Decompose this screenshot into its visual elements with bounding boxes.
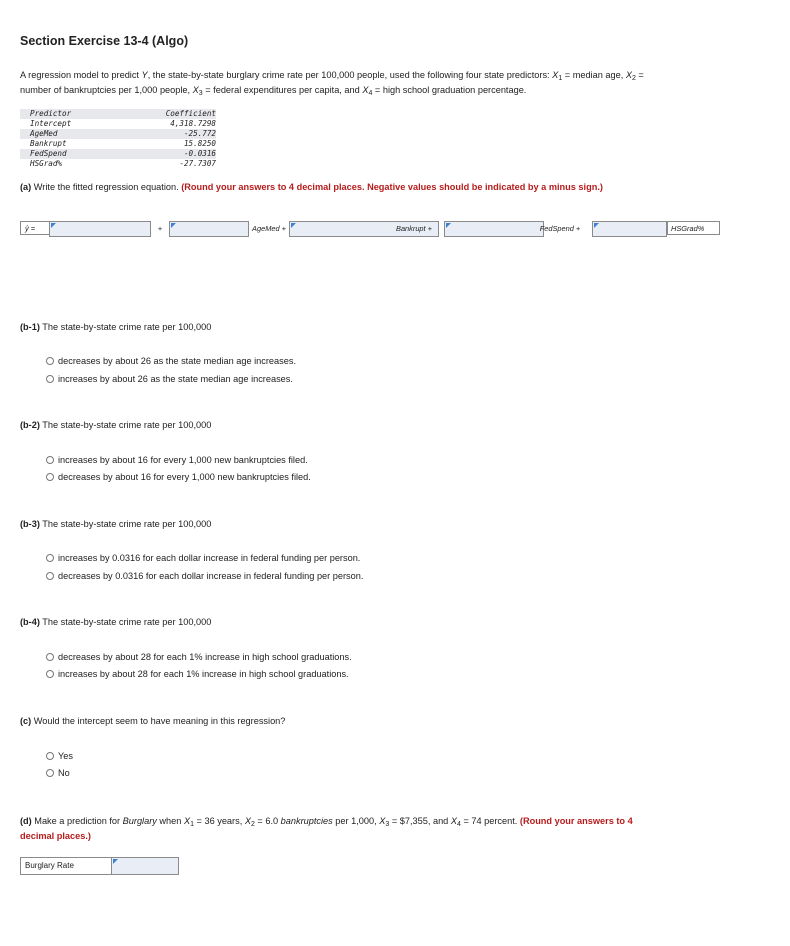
yhat-label: ŷ = xyxy=(20,221,50,235)
table-cell: -25.772 xyxy=(138,129,216,139)
hsgrad-label: HSGrad% xyxy=(667,221,720,235)
column-header: Predictor xyxy=(20,109,138,119)
plus-label: + xyxy=(157,224,163,233)
fedspend-label: FedSpend + xyxy=(539,224,581,233)
b3-option-1[interactable]: increases by 0.0316 for each dollar increase in federal funding per person. xyxy=(46,553,360,563)
part-c-question: (c) Would the intercept seem to have meaning in this regression? xyxy=(20,716,286,726)
table-row xyxy=(20,139,216,149)
b4-option-1[interactable]: decreases by about 28 for each 1% increase in high school graduations. xyxy=(46,652,352,662)
table-cell: -27.7307 xyxy=(179,159,216,168)
bankrupt-label: Bankrupt + xyxy=(396,224,432,233)
part-b1-question: (b-1) The state-by-state crime rate per 100,000 xyxy=(20,322,212,332)
table-cell: FedSpend xyxy=(20,149,138,159)
table-header-row xyxy=(20,109,216,119)
hsgrad-coef-input[interactable] xyxy=(592,221,667,237)
table-cell: Intercept xyxy=(30,119,72,128)
burglary-rate-input[interactable] xyxy=(111,857,179,875)
table-cell: 15.8250 xyxy=(183,139,216,148)
b4-option-2[interactable]: increases by about 28 for each 1% increase in high school graduations. xyxy=(46,669,349,679)
agemed-label: AgeMed + xyxy=(252,224,286,233)
equation-row xyxy=(20,221,720,237)
table-row xyxy=(20,149,216,159)
table-row xyxy=(20,129,216,139)
part-a-question: (a) Write the fitted regression equation. (Round your answers to 4 decimal places. Negative values should be indicated by a minus sign.) xyxy=(20,182,603,192)
c-option-no[interactable]: No xyxy=(46,768,70,778)
column-header: Coefficient xyxy=(138,109,216,119)
page-title: Section Exercise 13-4 (Algo) xyxy=(20,34,189,48)
c-option-yes[interactable]: Yes xyxy=(46,751,73,761)
radio-button[interactable] xyxy=(46,769,54,777)
table-row xyxy=(20,119,216,129)
b1-option-1[interactable]: decreases by about 26 as the state median age increases. xyxy=(46,356,296,366)
table-cell: AgeMed xyxy=(20,129,138,139)
radio-button[interactable] xyxy=(46,456,54,464)
radio-button[interactable] xyxy=(46,554,54,562)
b1-option-2[interactable]: increases by about 26 as the state median age increases. xyxy=(46,374,293,384)
radio-button[interactable] xyxy=(46,653,54,661)
part-b4-question: (b-4) The state-by-state crime rate per 100,000 xyxy=(20,617,212,627)
problem-statement: A regression model to predict Y, the state-by-state burglary crime rate per 100,000 people, used the following four state predictors: $X_1$ = median age, $X_2$ = number of bankruptcies per 1,000 people, $X_3$ = federal expenditures per capita, and $X_4$ = high school graduation percentage. xyxy=(20,70,644,97)
part-b2-question: (b-2) The state-by-state crime rate per 100,000 xyxy=(20,420,212,430)
table-cell: 4,318.7298 xyxy=(170,119,216,128)
b3-option-2[interactable]: decreases by 0.0316 for each dollar increase in federal funding per person. xyxy=(46,571,363,581)
agemed-coef-input[interactable] xyxy=(169,221,249,237)
table-cell: -0.0316 xyxy=(138,149,216,159)
coefficient-table xyxy=(20,109,216,169)
b2-option-1[interactable]: increases by about 16 for every 1,000 new bankruptcies filed. xyxy=(46,455,308,465)
table-cell: Bankrupt xyxy=(30,139,67,148)
part-d-question: (d) Make a prediction for Burglary when $X_1 = 36$ years, $X_2 = 6.0$ bankruptcies per 1,000, $X_3$ = $7,355, and $X_4 = 74$ percent. (Round your answers to 4 decimal places.) xyxy=(20,816,633,841)
radio-button[interactable] xyxy=(46,572,54,580)
table-cell: HSGrad% xyxy=(30,159,63,168)
burglary-rate-label: Burglary Rate xyxy=(20,857,112,875)
part-b3-question: (b-3) The state-by-state crime rate per 100,000 xyxy=(20,519,212,529)
radio-button[interactable] xyxy=(46,752,54,760)
radio-button[interactable] xyxy=(46,473,54,481)
intercept-input[interactable] xyxy=(49,221,151,237)
radio-button[interactable] xyxy=(46,357,54,365)
b2-option-2[interactable]: decreases by about 16 for every 1,000 new bankruptcies filed. xyxy=(46,472,311,482)
table-row xyxy=(20,159,216,169)
burglary-rate-row xyxy=(20,857,180,875)
radio-button[interactable] xyxy=(46,670,54,678)
radio-button[interactable] xyxy=(46,375,54,383)
